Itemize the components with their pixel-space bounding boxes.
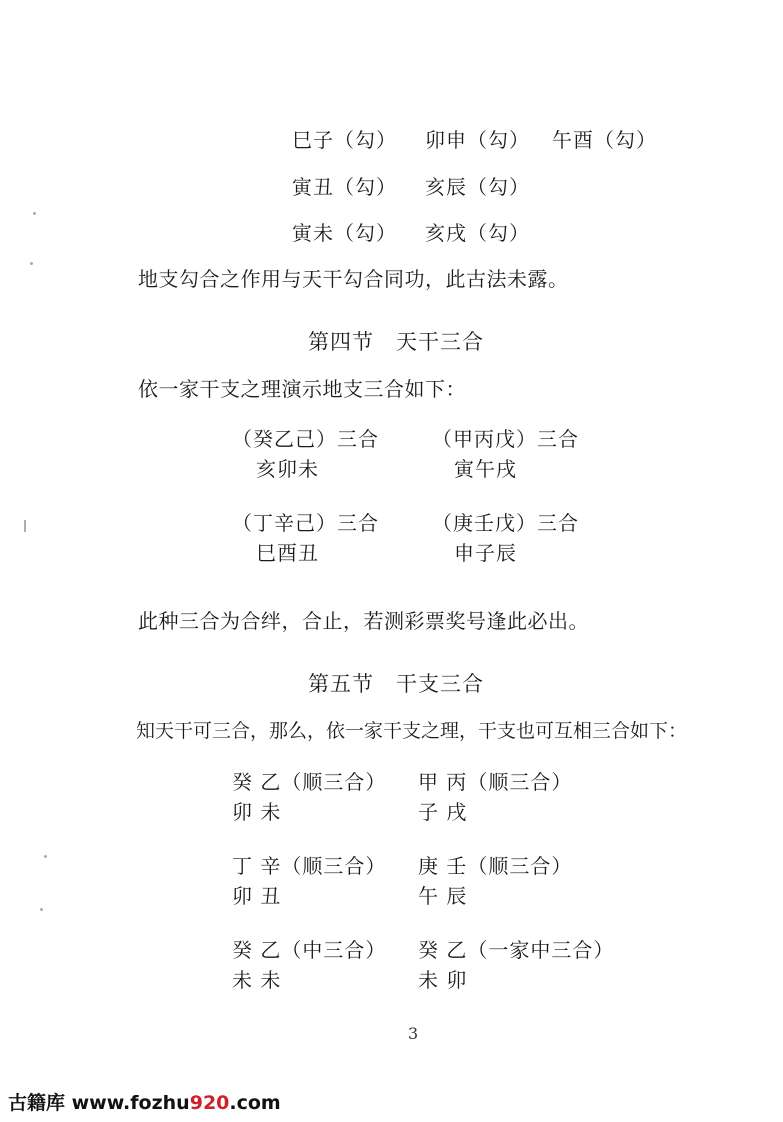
gou-he-item: 卯申（勾）: [425, 128, 530, 152]
gou-he-item: 午酉（勾）: [552, 128, 657, 152]
ganzhi-combo-branches: 卯 丑: [232, 884, 282, 908]
section-intro: 知天干可三合，那么，依一家干支之理，干支也可互相三合如下：: [136, 720, 688, 742]
ganzhi-combo-stems: 庚 壬（顺三合）: [418, 854, 573, 878]
three-combo-branches: 巳酉丑: [256, 541, 319, 565]
three-combo-stems: （甲丙戊）三合: [432, 427, 579, 451]
scan-speck: [40, 908, 43, 911]
watermark-number: 920: [189, 1092, 230, 1114]
section-intro: 依一家干支之理演示地支三合如下：: [138, 377, 466, 401]
scan-speck: [44, 855, 47, 858]
three-combo-branches: 亥卯未: [256, 457, 319, 481]
gou-he-item: 巳子（勾）: [292, 128, 397, 152]
gou-he-item: 亥戌（勾）: [425, 221, 530, 245]
site-watermark: [8, 1088, 281, 1115]
ganzhi-combo-branches: 未 未: [232, 968, 282, 992]
three-combo-stems: （癸乙己）三合: [232, 427, 379, 451]
scan-speck: [33, 212, 36, 215]
gou-he-item: 寅丑（勾）: [292, 175, 397, 199]
ganzhi-combo-stems: 癸 乙（一家中三合）: [418, 938, 615, 962]
section-heading: 第四节 天干三合: [308, 330, 484, 354]
watermark-prefix: 古籍库 www.fozhu: [8, 1092, 190, 1114]
section-note: 此种三合为合绊，合止，若测彩票奖号逢此必出。: [138, 609, 589, 633]
watermark-suffix: .com: [229, 1092, 281, 1114]
gou-he-note: 地支勾合之作用与天干勾合同功，此古法未露。: [138, 267, 569, 291]
three-combo-stems: （丁辛己）三合: [232, 511, 379, 535]
ganzhi-combo-stems: 丁 辛（顺三合）: [232, 854, 387, 878]
ganzhi-combo-stems: 甲 丙（顺三合）: [418, 770, 573, 794]
ganzhi-combo-stems: 癸 乙（中三合）: [232, 938, 387, 962]
ganzhi-combo-branches: 未 卯: [418, 968, 468, 992]
page-number: 3: [408, 1024, 419, 1043]
gou-he-item: 亥辰（勾）: [425, 175, 530, 199]
ganzhi-combo-branches: 子 戌: [418, 800, 468, 824]
gou-he-item: 寅未（勾）: [292, 221, 397, 245]
three-combo-branches: 寅午戌: [454, 457, 517, 481]
ganzhi-combo-branches: 午 辰: [418, 884, 468, 908]
ganzhi-combo-stems: 癸 乙（顺三合）: [232, 770, 387, 794]
scan-speck: [30, 262, 33, 265]
section-heading: 第五节 干支三合: [308, 672, 484, 696]
scan-speck: [24, 520, 26, 532]
ganzhi-combo-branches: 卯 未: [232, 800, 282, 824]
three-combo-branches: 申子辰: [454, 541, 517, 565]
three-combo-stems: （庚壬戊）三合: [432, 511, 579, 535]
